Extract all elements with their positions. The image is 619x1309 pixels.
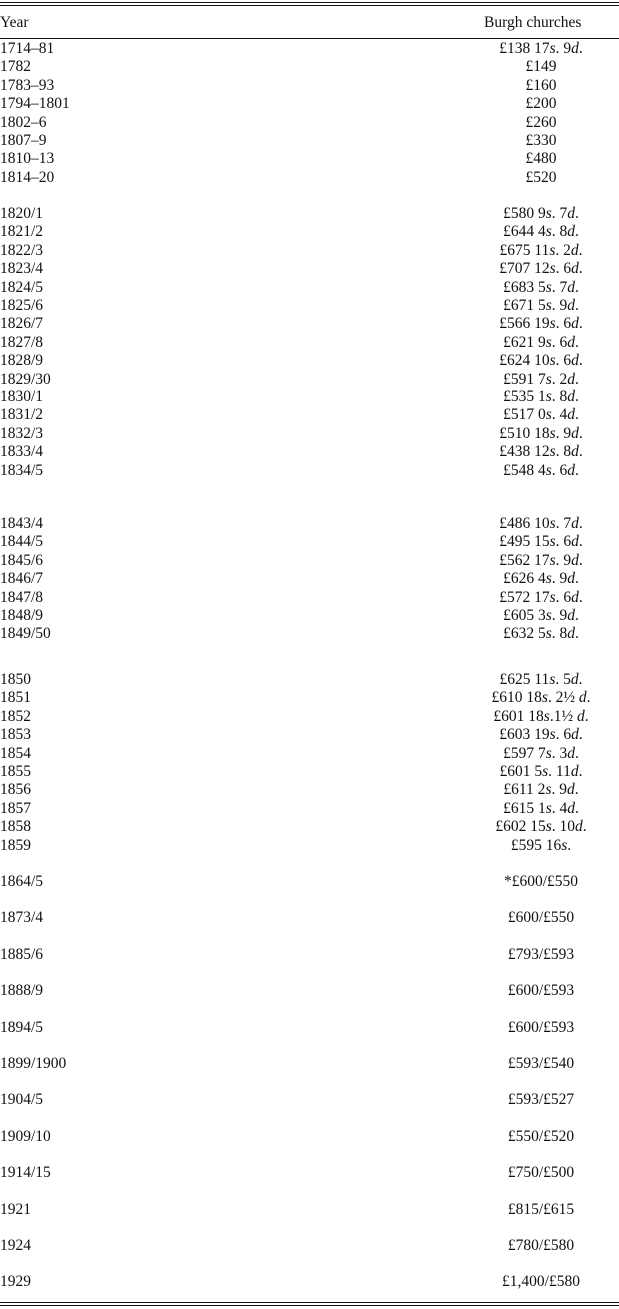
value-cell: £572 17s. 6d.	[499, 589, 583, 606]
value-cell: £562 17s. 9d.	[499, 552, 583, 569]
bottom-rule-1	[0, 1302, 619, 1303]
table-row	[0, 624, 619, 643]
table-row	[0, 1018, 619, 1037]
value-cell: £793/£593	[507, 946, 575, 963]
table-row	[0, 424, 619, 443]
value-cell: £438 12s. 8d.	[499, 443, 583, 460]
value-cell: £330	[525, 132, 557, 149]
year-cell: 1853	[0, 726, 31, 743]
year-cell: 1924	[0, 1237, 31, 1254]
table-row	[0, 1127, 619, 1146]
value-cell: £595 16s.	[510, 837, 572, 854]
year-cell: 1823/4	[0, 260, 44, 277]
table-row	[0, 606, 619, 625]
value-cell: £495 15s. 6d.	[499, 533, 583, 550]
value-cell: £683 5s. 7d.	[503, 279, 579, 296]
value-cell: £780/£580	[507, 1237, 575, 1254]
table-row	[0, 278, 619, 297]
table-row	[0, 1236, 619, 1255]
value-cell: £548 4s. 6d.	[503, 462, 579, 479]
value-cell: £480	[525, 150, 557, 167]
year-cell: 1833/4	[0, 443, 44, 460]
year-cell: 1855	[0, 763, 31, 780]
year-cell: 1714–81	[0, 40, 55, 57]
year-cell: 1847/8	[0, 589, 44, 606]
year-cell: 1827/8	[0, 334, 44, 351]
year-cell: 1828/9	[0, 352, 44, 369]
year-cell: 1820/1	[0, 205, 44, 222]
year-cell: 1848/9	[0, 607, 44, 624]
table-row	[0, 532, 619, 551]
top-rule-1	[0, 2, 619, 3]
year-cell: 1829/30	[0, 371, 51, 388]
table-row	[0, 945, 619, 964]
value-cell: £815/£615	[507, 1201, 575, 1218]
table-row	[0, 222, 619, 241]
year-cell: 1873/4	[0, 909, 44, 926]
year-cell: 1782	[0, 58, 31, 75]
value-cell: £601 5s. 11d.	[499, 763, 583, 780]
table-row	[0, 113, 619, 132]
table-row	[0, 387, 619, 406]
year-cell: 1849/50	[0, 625, 51, 642]
year-cell: 1856	[0, 781, 31, 798]
table-row	[0, 149, 619, 168]
table-row	[0, 241, 619, 260]
year-cell: 1831/2	[0, 406, 44, 423]
value-cell: £615 1s. 4d.	[503, 800, 579, 817]
year-cell: 1857	[0, 800, 31, 817]
year-cell: 1822/3	[0, 242, 44, 259]
table-row	[0, 780, 619, 799]
table-row	[0, 168, 619, 187]
year-cell: 1899/1900	[0, 1055, 67, 1072]
table-row	[0, 817, 619, 836]
table-row	[0, 461, 619, 480]
value-cell: £626 4s. 9d.	[503, 570, 579, 587]
year-cell: 1844/5	[0, 533, 44, 550]
value-cell: £520	[525, 169, 557, 186]
value-cell: £603 19s. 6d.	[499, 726, 583, 743]
year-cell: 1929	[0, 1273, 31, 1290]
value-cell: £593/£540	[507, 1055, 575, 1072]
table-row	[0, 442, 619, 461]
year-cell: 1904/5	[0, 1091, 44, 1108]
value-cell: £624 10s. 6d.	[499, 352, 583, 369]
value-cell: £517 0s. 4d.	[503, 406, 579, 423]
table-row	[0, 131, 619, 150]
table-row	[0, 688, 619, 707]
table-row	[0, 1163, 619, 1182]
year-cell: 1830/1	[0, 388, 44, 405]
year-cell: 1783–93	[0, 77, 55, 94]
value-cell: £632 5s. 8d.	[503, 625, 579, 642]
value-cell: £597 7s. 3d.	[503, 745, 579, 762]
table-row	[0, 514, 619, 533]
year-cell: 1845/6	[0, 552, 44, 569]
value-cell: *£600/£550	[503, 873, 579, 890]
table-row	[0, 744, 619, 763]
value-cell: £566 19s. 6d.	[499, 315, 583, 332]
value-cell: £149	[525, 58, 557, 75]
value-cell: £160	[525, 77, 557, 94]
value-cell: £260	[525, 114, 557, 131]
table-row	[0, 1272, 619, 1291]
table-row	[0, 259, 619, 278]
table-row	[0, 569, 619, 588]
year-cell: 1807–9	[0, 132, 47, 149]
year-cell: 1832/3	[0, 425, 44, 442]
value-cell: £593/£527	[507, 1091, 575, 1108]
table-row	[0, 351, 619, 370]
value-cell: £138 17s. 9d.	[499, 40, 583, 57]
table-row	[0, 908, 619, 927]
value-cell: £625 11s. 5d.	[499, 671, 583, 688]
year-cell: 1888/9	[0, 982, 44, 999]
year-cell: 1824/5	[0, 279, 44, 296]
value-cell: £600/£550	[507, 909, 575, 926]
value-cell: £611 2s. 9d.	[503, 781, 579, 798]
year-cell: 1885/6	[0, 946, 44, 963]
year-cell: 1834/5	[0, 462, 44, 479]
year-cell: 1894/5	[0, 1019, 44, 1036]
year-cell: 1859	[0, 837, 31, 854]
value-cell: £671 5s. 9d.	[503, 297, 579, 314]
table-row	[0, 799, 619, 818]
value-cell: £675 11s. 2d.	[499, 242, 583, 259]
table-row	[0, 94, 619, 113]
year-cell: 1858	[0, 818, 31, 835]
year-cell: 1864/5	[0, 873, 44, 890]
table-row	[0, 1054, 619, 1073]
value-cell: £510 18s. 9d.	[499, 425, 583, 442]
year-cell: 1914/15	[0, 1164, 51, 1181]
year-cell: 1851	[0, 689, 31, 706]
table-row	[0, 981, 619, 1000]
table-row	[0, 707, 619, 726]
table-row	[0, 405, 619, 424]
table-row	[0, 551, 619, 570]
value-cell: £1,400/£580	[502, 1273, 580, 1290]
year-cell: 1802–6	[0, 114, 47, 131]
value-cell: £644 4s. 8d.	[503, 223, 579, 240]
value-cell: £750/£500	[507, 1164, 575, 1181]
value-cell: £535 1s. 8d.	[503, 388, 579, 405]
header-year: Year	[0, 14, 29, 31]
value-cell: £610 18s. 2½ d.	[491, 689, 591, 706]
value-cell: £200	[525, 95, 557, 112]
table-row	[0, 204, 619, 223]
year-cell: 1909/10	[0, 1128, 51, 1145]
value-cell: £591 7s. 2d.	[503, 371, 579, 388]
year-cell: 1850	[0, 671, 31, 688]
table-row	[0, 836, 619, 855]
value-cell: £707 12s. 6d.	[499, 260, 583, 277]
table-row	[0, 333, 619, 352]
table-row	[0, 762, 619, 781]
value-cell: £602 15s. 10d.	[495, 818, 587, 835]
year-cell: 1826/7	[0, 315, 44, 332]
value-cell: £600/£593	[507, 982, 575, 999]
table-row	[0, 725, 619, 744]
value-cell: £486 10s. 7d.	[499, 515, 583, 532]
year-cell: 1810–13	[0, 150, 55, 167]
table-row	[0, 39, 619, 58]
year-cell: 1821/2	[0, 223, 44, 240]
year-cell: 1825/6	[0, 297, 44, 314]
value-cell: £621 9s. 6d.	[503, 334, 579, 351]
table-row	[0, 296, 619, 315]
value-cell: £601 18s.1½ d.	[493, 708, 589, 725]
table-row	[0, 1090, 619, 1109]
year-cell: 1794–1801	[0, 95, 70, 112]
year-cell: 1843/4	[0, 515, 44, 532]
year-cell: 1814–20	[0, 169, 55, 186]
value-cell: £550/£520	[507, 1128, 575, 1145]
top-rule-2	[0, 5, 619, 6]
value-cell: £580 9s. 7d.	[503, 205, 579, 222]
bottom-rule-2	[0, 1305, 619, 1306]
table-row	[0, 1200, 619, 1219]
table-row	[0, 872, 619, 891]
year-cell: 1854	[0, 745, 31, 762]
year-cell: 1846/7	[0, 570, 44, 587]
value-cell: £600/£593	[507, 1019, 575, 1036]
table-row	[0, 314, 619, 333]
header-burgh-churches: Burgh churches	[484, 14, 582, 31]
table-row	[0, 76, 619, 95]
year-cell: 1852	[0, 708, 31, 725]
table-row	[0, 57, 619, 76]
value-cell: £605 3s. 9d.	[503, 607, 579, 624]
table-row	[0, 588, 619, 607]
year-cell: 1921	[0, 1201, 31, 1218]
table-row	[0, 670, 619, 689]
